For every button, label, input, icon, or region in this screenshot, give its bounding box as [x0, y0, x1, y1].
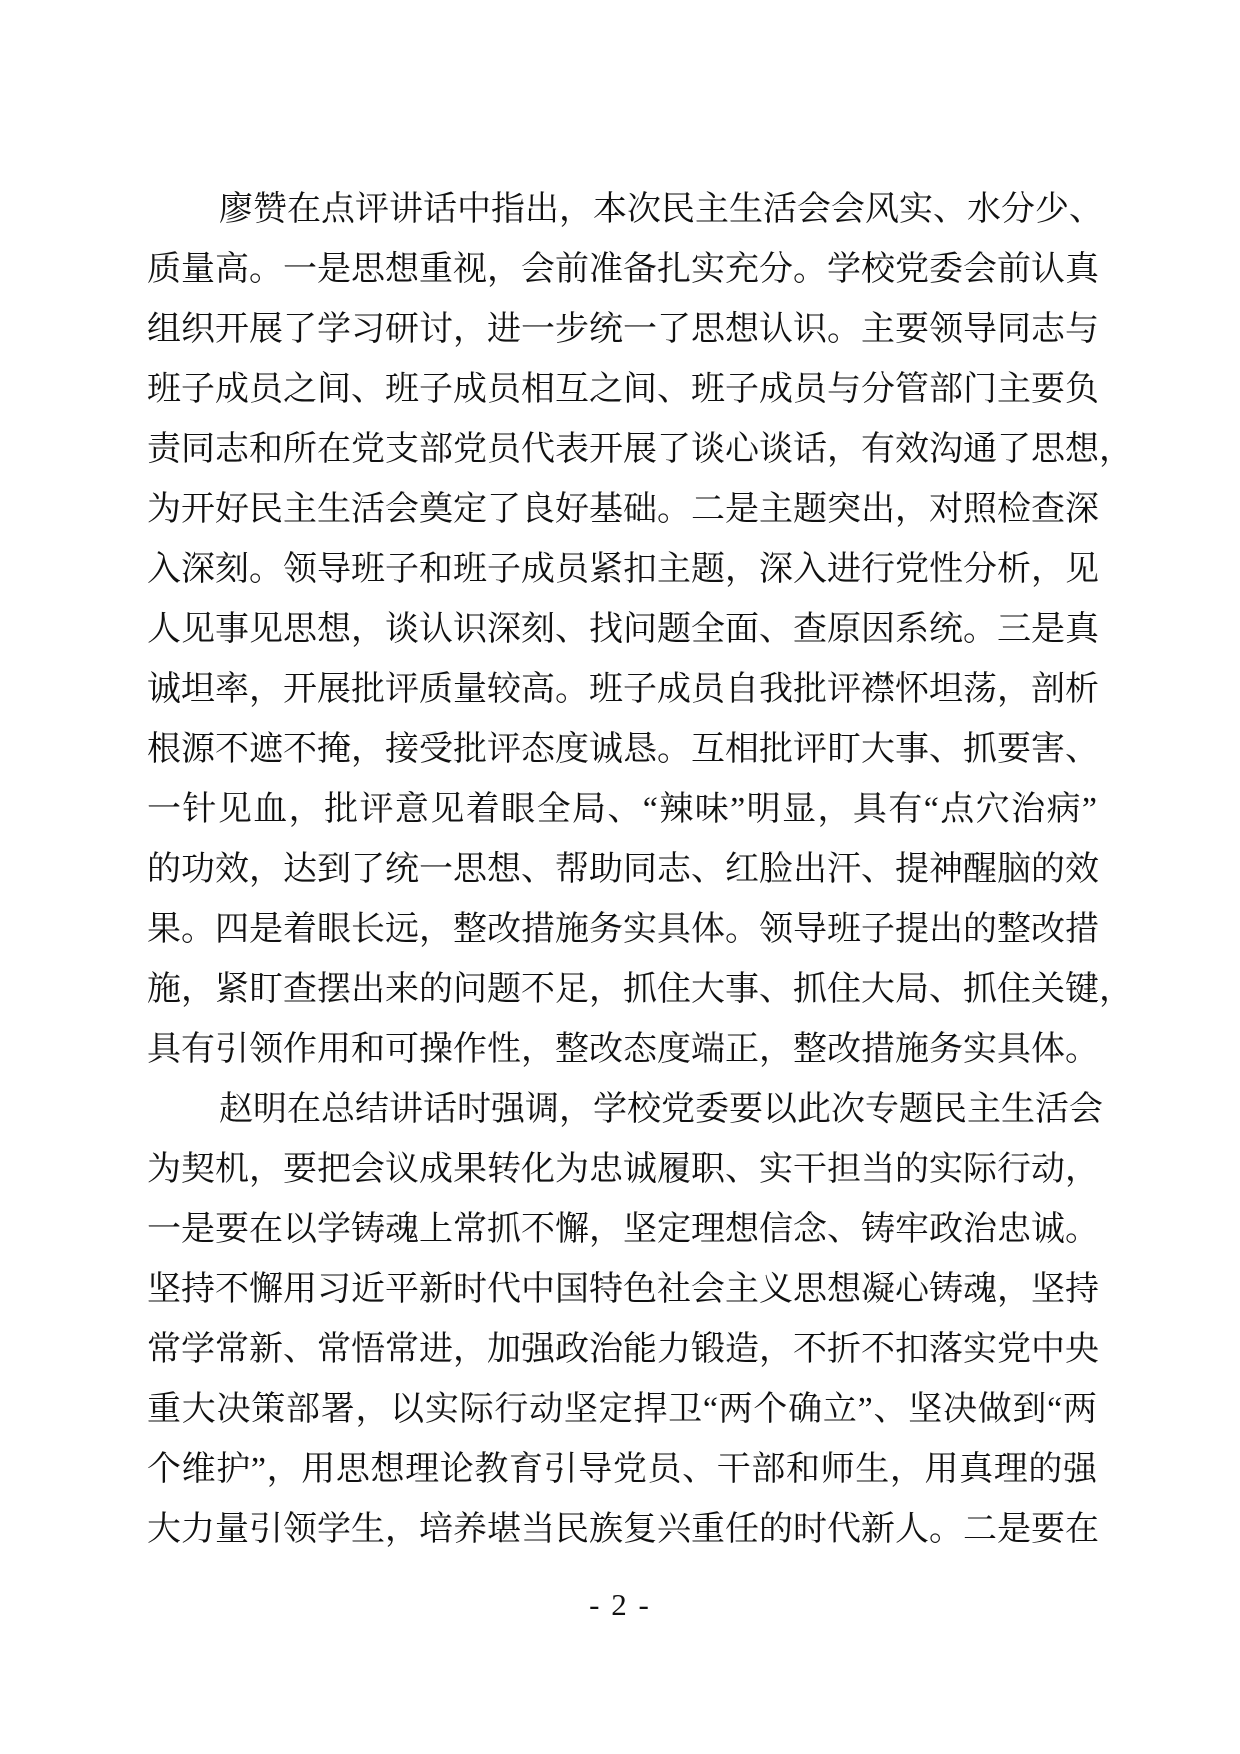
text-line: 果。四是着眼长远，整改措施务实具体。领导班子提出的整改措	[147, 911, 1099, 948]
text-line: 组织开展了学习研讨，进一步统一了思想认识。主要领导同志与	[147, 311, 1099, 348]
text-line: 一针见血，批评意见着眼全局、“辣味”明显，具有“点穴治病”	[147, 791, 1097, 828]
text-line: 常学常新、常悟常进，加强政治能力锻造，不折不扣落实党中央	[147, 1331, 1099, 1368]
text-line: 班子成员之间、班子成员相互之间、班子成员与分管部门主要负	[147, 371, 1099, 408]
text-line: 入深刻。领导班子和班子成员紧扣主题，深入进行党性分析，见	[147, 551, 1099, 588]
text-line: 的功效，达到了统一思想、帮助同志、红脸出汗、提神醒脑的效	[147, 851, 1099, 888]
text-line: 责同志和所在党支部党员代表开展了谈心谈话，有效沟通了思想，	[147, 431, 1133, 468]
text-line: 赵明在总结讲话时强调，学校党委要以此次专题民主生活会	[219, 1091, 1103, 1128]
text-line: 为开好民主生活会奠定了良好基础。二是主题突出，对照检查深	[147, 491, 1099, 528]
text-line: 质量高。一是思想重视，会前准备扎实充分。学校党委会前认真	[147, 251, 1099, 288]
text-line: 诚坦率，开展批评质量较高。班子成员自我批评襟怀坦荡，剖析	[147, 671, 1099, 708]
text-line: 具有引领作用和可操作性，整改态度端正，整改措施务实具体。	[147, 1031, 1099, 1068]
text-line: 施，紧盯查摆出来的问题不足，抓住大事、抓住大局、抓住关键，	[147, 971, 1133, 1008]
text-line: 坚持不懈用习近平新时代中国特色社会主义思想凝心铸魂，坚持	[147, 1271, 1099, 1308]
text-line: 人见事见思想，谈认识深刻、找问题全面、查原因系统。三是真	[147, 611, 1099, 648]
text-line: 大力量引领学生，培养堪当民族复兴重任的时代新人。二是要在	[147, 1511, 1099, 1548]
text-line: 重大决策部署，以实际行动坚定捍卫“两个确立”、坚决做到“两	[147, 1391, 1097, 1428]
text-line: 一是要在以学铸魂上常抓不懈，坚定理想信念、铸牢政治忠诚。	[147, 1211, 1099, 1248]
text-line: 为契机，要把会议成果转化为忠诚履职、实干担当的实际行动，	[147, 1151, 1099, 1188]
page-number: - 2 -	[589, 1587, 651, 1622]
text-line: 廖赞在点评讲话中指出，本次民主生活会会风实、水分少、	[219, 191, 1103, 228]
text-line: 根源不遮不掩，接受批评态度诚恳。互相批评盯大事、抓要害、	[147, 731, 1099, 768]
document-body	[147, 180, 1133, 1560]
text-line: 个维护”，用思想理论教育引导党员、干部和师生，用真理的强	[147, 1451, 1097, 1488]
